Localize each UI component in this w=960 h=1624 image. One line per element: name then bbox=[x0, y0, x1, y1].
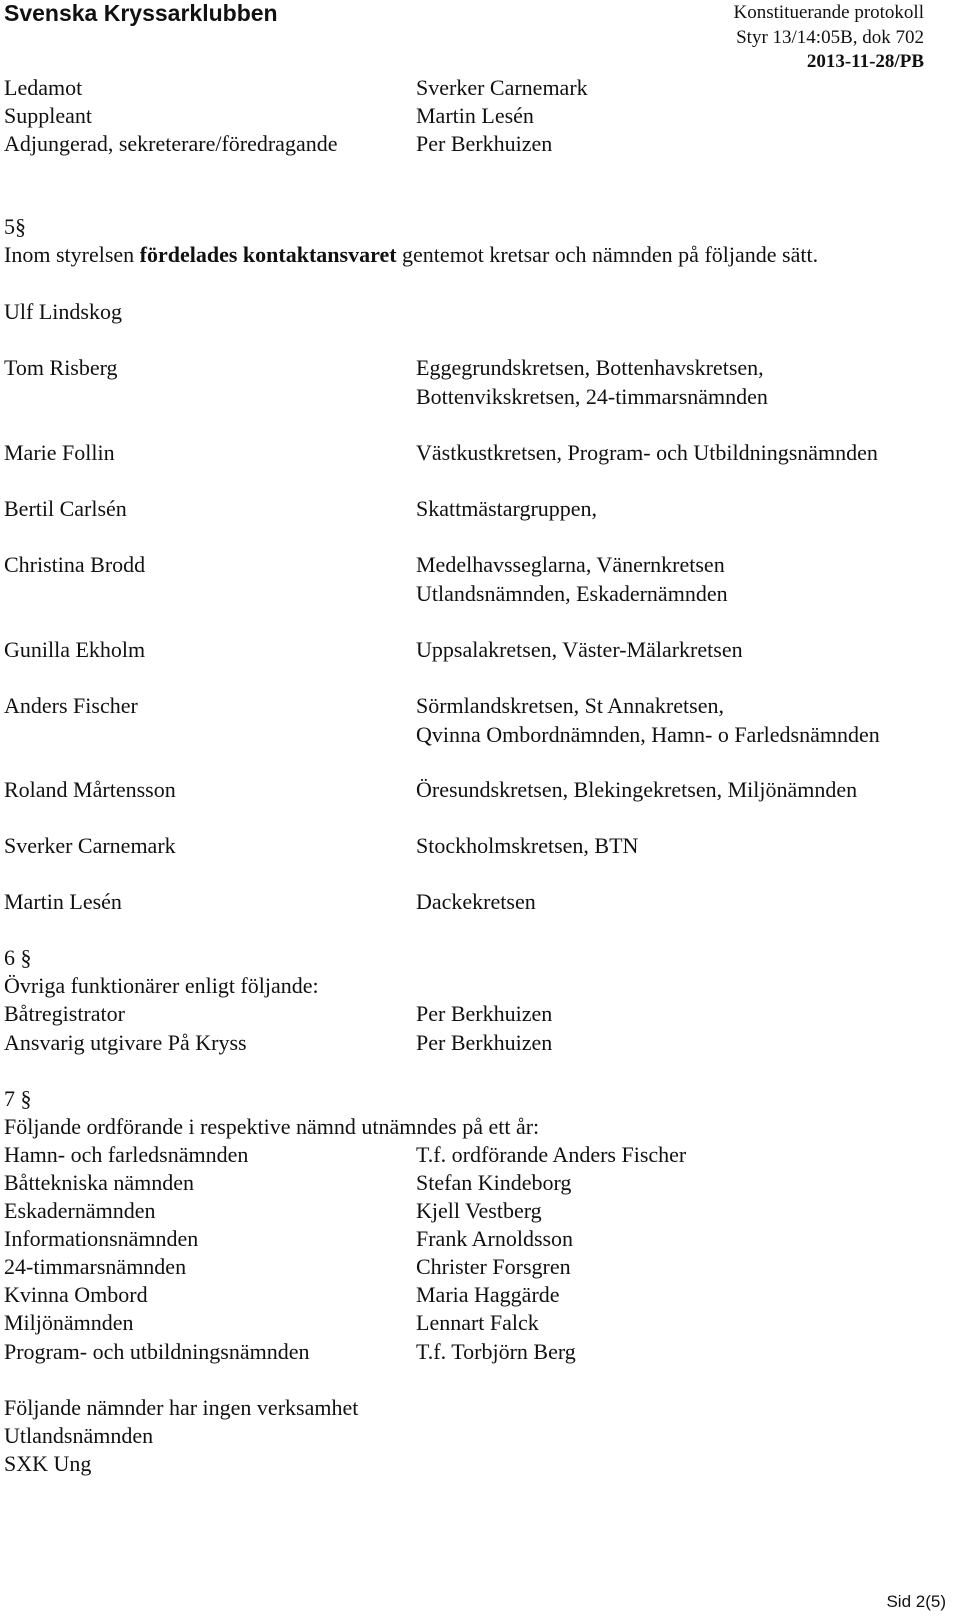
page-number: Sid 2(5) bbox=[886, 1592, 946, 1611]
contact-areas: Sörmlandskretsen, St Annakretsen, bbox=[416, 693, 724, 718]
section-sign: § bbox=[15, 214, 26, 239]
contact-areas: Qvinna Ombordnämnden, Hamn- o Farledsnämnden bbox=[416, 722, 880, 747]
role-label: Adjungerad, sekreterare/föredragande bbox=[4, 131, 338, 156]
document-type: Konstituerande protokoll bbox=[733, 2, 924, 23]
intro-text: Inom styrelsen bbox=[4, 242, 140, 267]
board-member-name: Bertil Carlsén bbox=[4, 496, 127, 521]
committee-chair: Kjell Vestberg bbox=[416, 1198, 542, 1223]
contact-areas: Öresundskretsen, Blekingekretsen, Miljönämnden bbox=[416, 777, 858, 802]
committee-chair: Frank Arnoldsson bbox=[416, 1226, 574, 1251]
committee-name: Program- och utbildningsnämnden bbox=[4, 1339, 310, 1364]
section-7-intro: Följande ordförande i respektive nämnd utnämndes på ett år: bbox=[4, 1114, 540, 1139]
official-role: Ansvarig utgivare På Kryss bbox=[4, 1030, 247, 1055]
board-member-name: Anders Fischer bbox=[4, 693, 138, 718]
contact-areas: Skattmästargruppen, bbox=[416, 496, 598, 521]
committee-chair: Lennart Falck bbox=[416, 1310, 539, 1335]
official-name: Per Berkhuizen bbox=[416, 1001, 553, 1026]
committee-name: Båttekniska nämnden bbox=[4, 1170, 195, 1195]
section-6-intro: Övriga funktionärer enligt följande: bbox=[4, 973, 319, 998]
section-sign: § bbox=[20, 1086, 32, 1111]
board-member-name: Marie Follin bbox=[4, 440, 115, 465]
inactive-committees-intro: Följande nämnder har ingen verksamhet bbox=[4, 1395, 359, 1420]
committee-chair: Maria Haggärde bbox=[416, 1282, 560, 1307]
role-name: Sverker Carnemark bbox=[416, 75, 588, 100]
official-name: Per Berkhuizen bbox=[416, 1030, 553, 1055]
committee-name: Hamn- och farledsnämnden bbox=[4, 1142, 249, 1167]
section-number: 7 bbox=[4, 1086, 15, 1111]
role-label: Suppleant bbox=[4, 103, 92, 128]
contact-areas: Utlandsnämnden, Eskadernämnden bbox=[416, 581, 728, 606]
committee-chair: T.f. ordförande Anders Fischer bbox=[416, 1142, 687, 1167]
section-number: 5 bbox=[4, 214, 15, 239]
contact-areas: Stockholmskretsen, BTN bbox=[416, 833, 639, 858]
section-7-heading bbox=[4, 1084, 32, 1113]
section-6-heading bbox=[4, 943, 32, 972]
committee-name: Informationsnämnden bbox=[4, 1226, 199, 1251]
official-role: Båtregistrator bbox=[4, 1001, 125, 1026]
organization-name: Svenska Kryssarklubben bbox=[4, 0, 278, 26]
board-member-name: Sverker Carnemark bbox=[4, 833, 176, 858]
section-number: 6 bbox=[4, 945, 15, 970]
committee-name: Eskadernämnden bbox=[4, 1198, 156, 1223]
board-member-name: Tom Risberg bbox=[4, 355, 118, 380]
role-label: Ledamot bbox=[4, 75, 83, 100]
committee-name: 24-timmarsnämnden bbox=[4, 1254, 187, 1279]
intro-emphasis: fördelades kontaktansvaret bbox=[139, 242, 397, 267]
role-name: Martin Lesén bbox=[416, 103, 534, 128]
board-member-name: Ulf Lindskog bbox=[4, 299, 122, 324]
inactive-committee: SXK Ung bbox=[4, 1451, 92, 1476]
committee-chair: Stefan Kindeborg bbox=[416, 1170, 572, 1195]
section-5-heading bbox=[4, 212, 26, 241]
contact-areas: Dackekretsen bbox=[416, 889, 536, 914]
role-name: Per Berkhuizen bbox=[416, 131, 553, 156]
contact-areas: Bottenvikskretsen, 24-timmarsnämnden bbox=[416, 384, 768, 409]
intro-text: gentemot kretsar och nämnden på följande sätt. bbox=[396, 242, 819, 267]
contact-areas: Västkustkretsen, Program- och Utbildningsnämnden bbox=[416, 440, 878, 465]
board-member-name: Roland Mårtensson bbox=[4, 777, 176, 802]
board-member-name: Gunilla Ekholm bbox=[4, 637, 146, 662]
board-member-name: Martin Lesén bbox=[4, 889, 122, 914]
document-date-signature: 2013-11-28/PB bbox=[806, 51, 924, 72]
document-reference: Styr 13/14:05B, dok 702 bbox=[736, 27, 924, 48]
committee-name: Miljönämnden bbox=[4, 1310, 134, 1335]
contact-areas: Eggegrundskretsen, Bottenhavskretsen, bbox=[416, 355, 764, 380]
board-member-name: Christina Brodd bbox=[4, 552, 146, 577]
inactive-committee: Utlandsnämnden bbox=[4, 1423, 154, 1448]
contact-areas: Uppsalakretsen, Väster-Mälarkretsen bbox=[416, 637, 743, 662]
committee-chair: T.f. Torbjörn Berg bbox=[416, 1339, 576, 1364]
committee-name: Kvinna Ombord bbox=[4, 1282, 148, 1307]
section-sign: § bbox=[20, 945, 32, 970]
contact-areas: Medelhavsseglarna, Vänernkretsen bbox=[416, 552, 725, 577]
section-5-intro bbox=[4, 240, 818, 269]
committee-chair: Christer Forsgren bbox=[416, 1254, 571, 1279]
